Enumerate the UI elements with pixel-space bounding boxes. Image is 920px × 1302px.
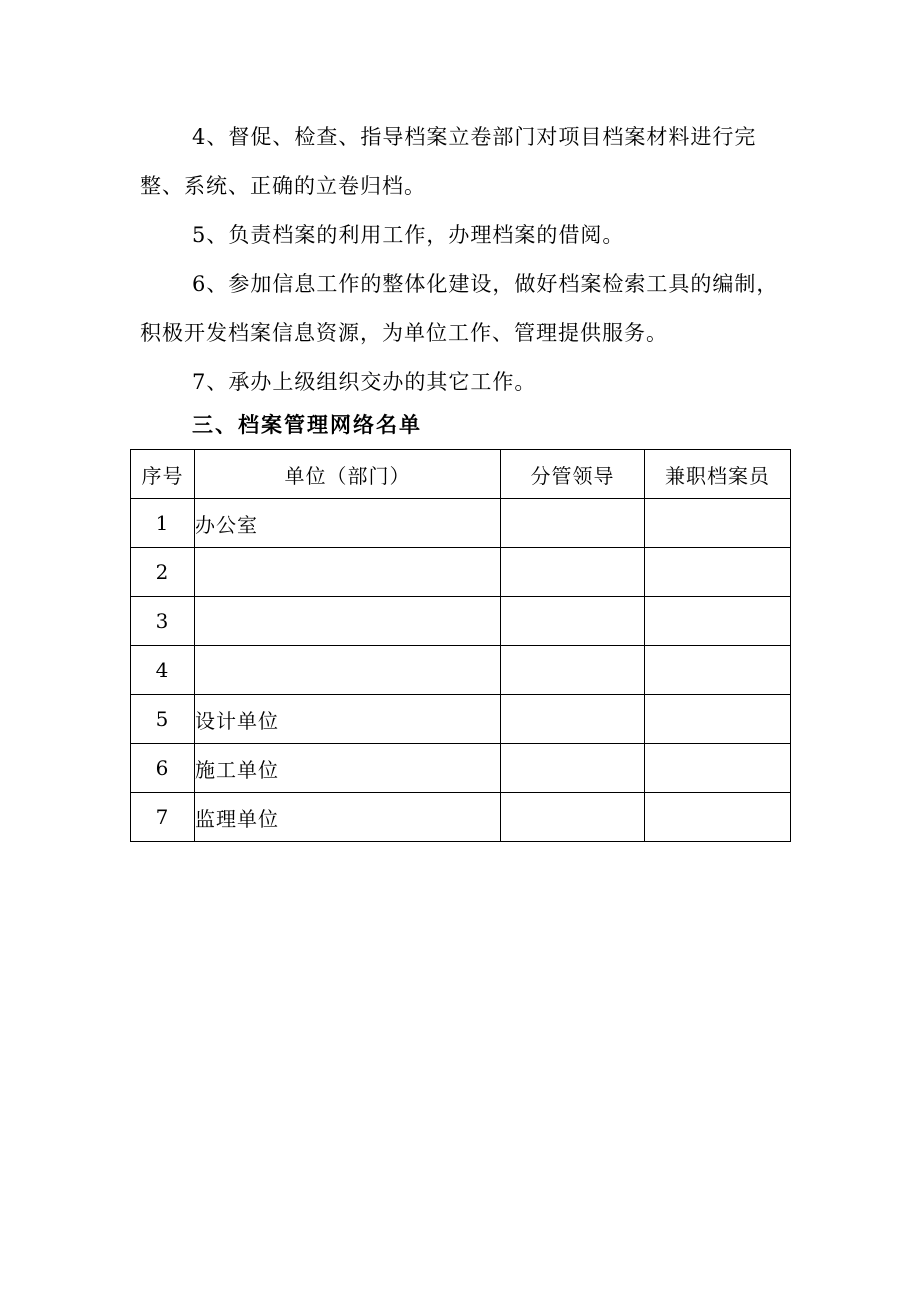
cell-serial-number: 5: [131, 695, 195, 744]
paragraph-line: 5、负责档案的利用工作，办理档案的借阅。: [192, 223, 625, 247]
cell-leader: [501, 597, 645, 646]
cell-archivist: [645, 548, 791, 597]
cell-serial-number: 7: [131, 793, 195, 842]
cell-leader: [501, 744, 645, 793]
paragraph-item-7: [140, 358, 790, 407]
archive-network-table: [130, 449, 791, 842]
section-heading: 三、档案管理网络名单: [192, 412, 422, 437]
paragraph-item-6: [140, 260, 790, 358]
cell-unit: 施工单位: [195, 744, 501, 793]
cell-leader: [501, 499, 645, 548]
cell-serial-number: 6: [131, 744, 195, 793]
cell-leader: [501, 695, 645, 744]
cell-unit: 设计单位: [195, 695, 501, 744]
cell-unit: 监理单位: [195, 793, 501, 842]
cell-serial-number: 2: [131, 548, 195, 597]
cell-leader: [501, 793, 645, 842]
cell-archivist: [645, 744, 791, 793]
header-supervising-leader: 分管领导: [501, 450, 645, 499]
paragraph-line: 整、系统、正确的立卷归档。: [140, 174, 426, 198]
cell-unit: [195, 646, 501, 695]
table-row: [131, 499, 791, 548]
header-serial-number: 序号: [131, 450, 195, 499]
paragraph-line: 7、承办上级组织交办的其它工作。: [192, 370, 537, 394]
table-row: [131, 793, 791, 842]
cell-leader: [501, 646, 645, 695]
cell-leader: [501, 548, 645, 597]
cell-serial-number: 4: [131, 646, 195, 695]
paragraph-item-5: [140, 211, 790, 260]
paragraph-line: 积极开发档案信息资源，为单位工作、管理提供服务。: [140, 321, 668, 345]
table-row: [131, 548, 791, 597]
cell-unit: [195, 597, 501, 646]
cell-archivist: [645, 646, 791, 695]
header-part-time-archivist: 兼职档案员: [645, 450, 791, 499]
cell-archivist: [645, 597, 791, 646]
paragraph-item-4: [140, 113, 790, 211]
cell-unit: 办公室: [195, 499, 501, 548]
paragraph-line: 6、参加信息工作的整体化建设，做好档案检索工具的编制，: [192, 272, 779, 296]
cell-archivist: [645, 793, 791, 842]
table-row: [131, 597, 791, 646]
cell-unit: [195, 548, 501, 597]
header-unit-department: 单位（部门）: [195, 450, 501, 499]
cell-archivist: [645, 499, 791, 548]
cell-serial-number: 3: [131, 597, 195, 646]
table-row: [131, 695, 791, 744]
paragraph-line: 4、督促、检查、指导档案立卷部门对项目档案材料进行完: [192, 125, 757, 149]
table-header-row: [131, 450, 791, 499]
cell-serial-number: 1: [131, 499, 195, 548]
table-row: [131, 646, 791, 695]
table-row: [131, 744, 791, 793]
cell-archivist: [645, 695, 791, 744]
